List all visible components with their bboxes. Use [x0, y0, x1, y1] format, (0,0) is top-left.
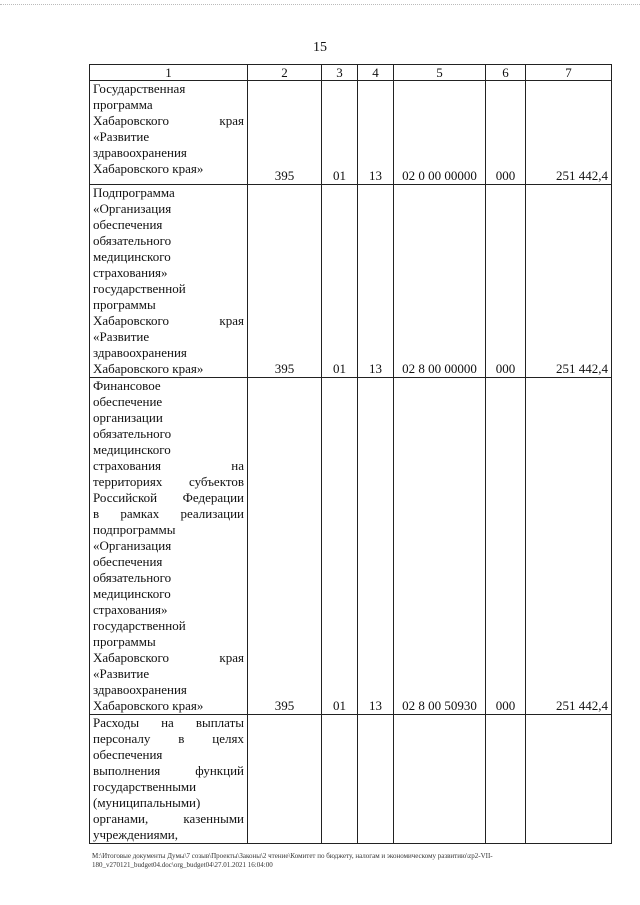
description-line: выполнения функций: [93, 763, 244, 778]
description-line: обеспечения: [93, 554, 163, 569]
description-line: Финансовое: [93, 378, 161, 393]
description-line: Хабаровского края: [93, 650, 244, 665]
description-line: Расходы на выплаты: [93, 715, 244, 730]
section-cell: 01: [322, 185, 358, 378]
description-line: Хабаровского края: [93, 113, 244, 128]
target-article-cell: 02 0 00 00000: [394, 81, 486, 185]
table-row: [90, 185, 612, 378]
target-article-cell: 02 8 00 50930: [394, 378, 486, 715]
table-header-row: [90, 65, 612, 81]
header-cell: 5: [394, 65, 486, 81]
description-line: Хабаровского края»: [93, 161, 204, 176]
expense-type-cell: [486, 715, 526, 844]
row-description: [90, 81, 248, 185]
description-line: страхования»: [93, 602, 168, 617]
table-row: [90, 81, 612, 185]
description-line: организации: [93, 410, 163, 425]
subsection-cell: 13: [358, 378, 394, 715]
description-line: (муниципальными): [93, 795, 201, 810]
row-description: [90, 378, 248, 715]
description-line: здравоохранения: [93, 145, 187, 160]
description-line: здравоохранения: [93, 345, 187, 360]
description-line: обязательного: [93, 426, 172, 441]
scan-edge: [0, 0, 640, 5]
description-line: подпрограммы: [93, 522, 176, 537]
description-line: обеспечения: [93, 217, 163, 232]
amount-cell: 251 442,4: [526, 378, 612, 715]
header-cell: 2: [248, 65, 322, 81]
row-description: [90, 185, 248, 378]
budget-table: [89, 64, 612, 844]
description-line: «Развитие: [93, 129, 150, 144]
description-line: страхования»: [93, 265, 168, 280]
description-line: медицинского: [93, 442, 171, 457]
description-line: «Организация: [93, 538, 172, 553]
description-line: Хабаровского края: [93, 313, 244, 328]
amount-cell: [526, 715, 612, 844]
admin-code-cell: 395: [248, 81, 322, 185]
description-line: «Организация: [93, 201, 172, 216]
description-line: Хабаровского края»: [93, 698, 204, 713]
description-line: Российской Федерации: [93, 490, 244, 505]
description-line: Подпрограмма: [93, 185, 175, 200]
description-line: территориях субъектов: [93, 474, 244, 489]
description-line: государственной: [93, 281, 186, 296]
section-cell: [322, 715, 358, 844]
row-description: [90, 715, 248, 844]
description-line: программа: [93, 97, 153, 112]
description-line: медицинского: [93, 249, 171, 264]
expense-type-cell: 000: [486, 81, 526, 185]
description-line: учреждениями,: [93, 827, 179, 842]
section-cell: 01: [322, 81, 358, 185]
description-line: обеспечение: [93, 394, 163, 409]
description-line: страхования на: [93, 458, 244, 473]
target-article-cell: 02 8 00 00000: [394, 185, 486, 378]
section-cell: 01: [322, 378, 358, 715]
description-line: органами, казенными: [93, 811, 244, 826]
description-line: обеспечения: [93, 747, 163, 762]
description-line: государственной: [93, 618, 186, 633]
description-line: медицинского: [93, 586, 171, 601]
description-line: «Развитие: [93, 329, 150, 344]
amount-cell: 251 442,4: [526, 185, 612, 378]
expense-type-cell: 000: [486, 378, 526, 715]
subsection-cell: 13: [358, 81, 394, 185]
description-line: программы: [93, 634, 156, 649]
description-line: «Развитие: [93, 666, 150, 681]
description-line: в рамках реализации: [93, 506, 244, 521]
description-line: программы: [93, 297, 156, 312]
table-row: [90, 715, 612, 844]
description-line: здравоохранения: [93, 682, 187, 697]
subsection-cell: 13: [358, 185, 394, 378]
description-line: Государственная: [93, 81, 186, 96]
header-cell: 6: [486, 65, 526, 81]
page-number: 15: [313, 40, 327, 55]
header-cell: 4: [358, 65, 394, 81]
header-cell: 3: [322, 65, 358, 81]
description-line: государственными: [93, 779, 197, 794]
description-line: персоналу в целях: [93, 731, 244, 746]
document-path-footer: M:\Итоговые документы Думы\7 созыв\Проекты\Законы\2 чтение\Комитет по бюджету, налогам и экономическому развитию\zp2-VII-180_v270121_budget04.doc\org_budget04\27.01.2021 16:04:00: [92, 852, 493, 869]
description-line: обязательного: [93, 233, 172, 248]
description-line: обязательного: [93, 570, 172, 585]
admin-code-cell: 395: [248, 378, 322, 715]
admin-code-cell: 395: [248, 185, 322, 378]
target-article-cell: [394, 715, 486, 844]
subsection-cell: [358, 715, 394, 844]
table-row: [90, 378, 612, 715]
admin-code-cell: [248, 715, 322, 844]
description-line: Хабаровского края»: [93, 361, 204, 376]
expense-type-cell: 000: [486, 185, 526, 378]
header-cell: 7: [526, 65, 612, 81]
amount-cell: 251 442,4: [526, 81, 612, 185]
header-cell: 1: [90, 65, 248, 81]
